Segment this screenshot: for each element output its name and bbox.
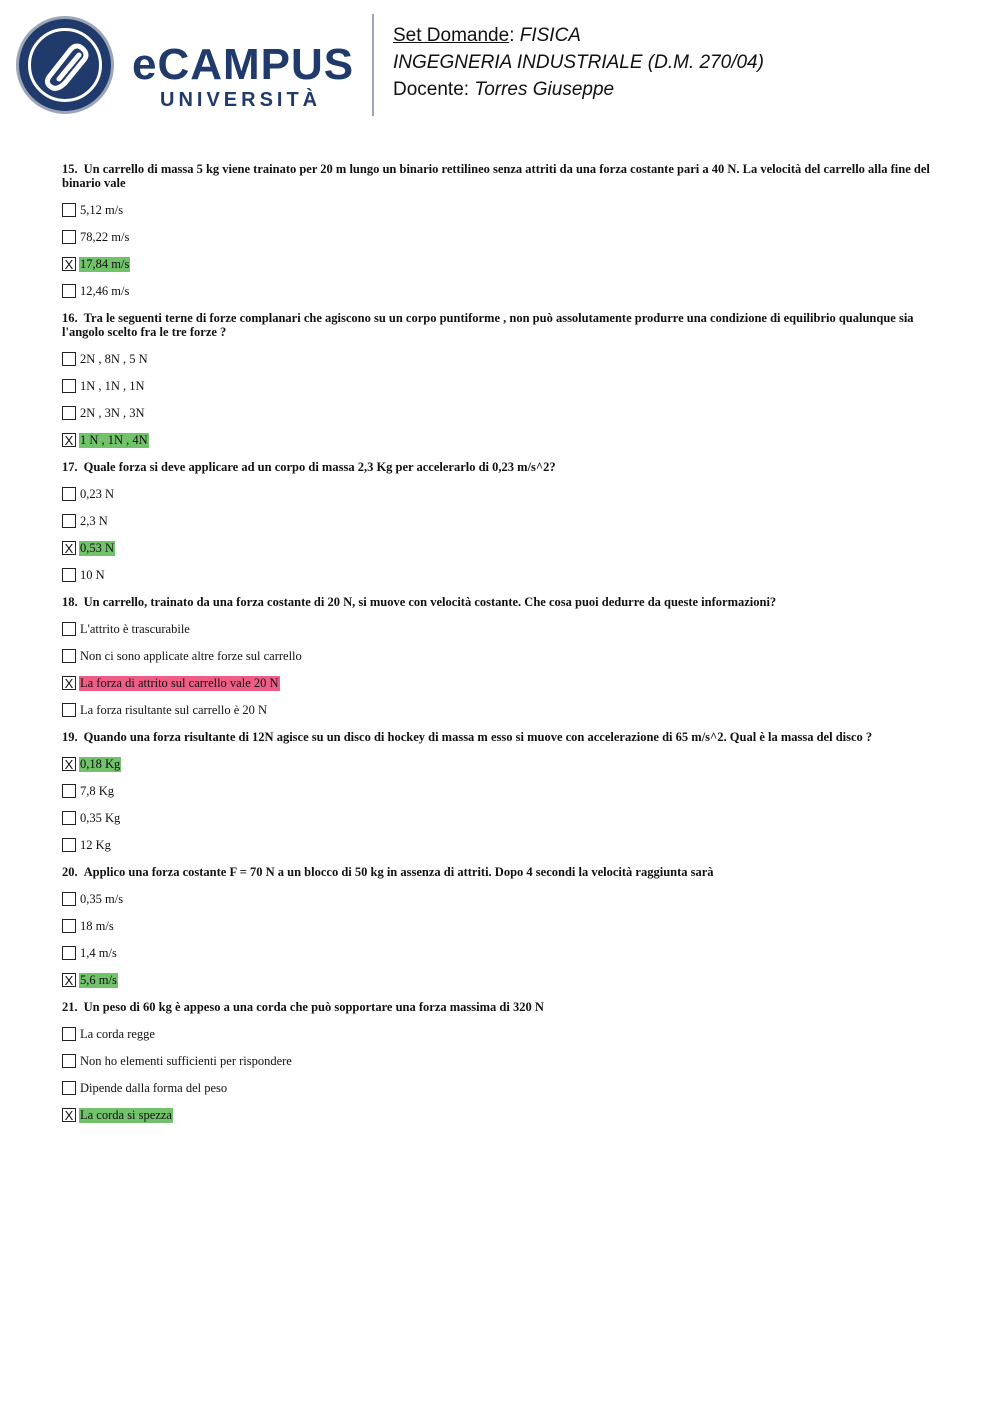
option-label: 18 m/s: [80, 918, 114, 933]
answer-option[interactable]: [62, 432, 932, 448]
question-body: Applico una forza costante F = 70 N a un blocco di 50 kg in assenza di attriti. Dopo 4 secondi la velocità raggiunta sarà: [83, 865, 714, 879]
answer-option[interactable]: [62, 283, 932, 299]
checkbox[interactable]: [62, 784, 76, 798]
option-label: 1N , 1N , 1N: [80, 378, 145, 393]
checkbox[interactable]: [62, 892, 76, 906]
answer-option[interactable]: [62, 810, 932, 826]
checkbox[interactable]: [62, 1081, 76, 1095]
option-label: 12 Kg: [80, 837, 111, 852]
checkbox[interactable]: [62, 203, 76, 217]
question-text: [62, 311, 932, 339]
header-info: [393, 22, 764, 103]
ecampus-logo-icon: [16, 16, 114, 114]
answer-option[interactable]: [62, 1080, 932, 1096]
answer-option[interactable]: [62, 972, 932, 988]
question-text: [62, 730, 932, 744]
answer-option[interactable]: [62, 351, 932, 367]
question-text: [62, 865, 932, 879]
answer-option[interactable]: [62, 540, 932, 556]
answer-option[interactable]: [62, 1026, 932, 1042]
question-text: [62, 162, 932, 190]
question-number: 19.: [62, 730, 78, 744]
option-label: 5,12 m/s: [80, 202, 124, 217]
question-number: 20.: [62, 865, 78, 879]
question-block: [62, 162, 932, 299]
answer-option[interactable]: [62, 567, 932, 583]
checkbox[interactable]: X: [62, 757, 76, 771]
question-text: [62, 1000, 932, 1014]
option-label: 1,4 m/s: [80, 945, 117, 960]
option-label: Dipende dalla forma del peso: [80, 1080, 228, 1095]
logo-subtitle: UNIVERSITÀ: [160, 89, 322, 111]
option-label: 0,35 Kg: [80, 810, 121, 825]
checkbox[interactable]: [62, 379, 76, 393]
option-label: La forza risultante sul carrello è 20 N: [80, 702, 268, 717]
question-text: [62, 595, 932, 609]
logo-wordmark: eCAMPUS: [132, 40, 355, 89]
header-divider: [372, 14, 374, 116]
course-line: [393, 49, 764, 76]
checkbox[interactable]: [62, 1027, 76, 1041]
answer-option[interactable]: [62, 648, 932, 664]
answer-option[interactable]: [62, 405, 932, 421]
answer-option[interactable]: [62, 202, 932, 218]
question-body: Quale forza si deve applicare ad un corpo di massa 2,3 Kg per accelerarlo di 0,23 m/s^2?: [83, 460, 556, 474]
answer-option[interactable]: [62, 837, 932, 853]
teacher-line: [393, 76, 764, 103]
course: INGEGNERIA INDUSTRIALE (D.M. 270/04): [393, 52, 764, 73]
answer-option[interactable]: [62, 756, 932, 772]
question-body: Tra le seguenti terne di forze complanari che agiscono su un corpo puntiforme , non può assolutamente produrre una condizione di equilibrio qualunque sia l'angolo scelto fra le tre forze ?: [62, 311, 914, 339]
option-label: 2N , 3N , 3N: [80, 405, 145, 420]
option-label: 1 N , 1N , 4N: [80, 432, 148, 447]
question-text: [62, 460, 932, 474]
question-block: [62, 1000, 932, 1123]
teacher-label: Docente:: [393, 79, 475, 100]
option-label: Non ci sono applicate altre forze sul carrello: [80, 648, 302, 663]
answer-option[interactable]: [62, 378, 932, 394]
question-list: [62, 162, 932, 1135]
checkbox[interactable]: [62, 919, 76, 933]
checkbox[interactable]: X: [62, 257, 76, 271]
page-header: [0, 0, 1000, 130]
answer-option[interactable]: [62, 702, 932, 718]
checkbox[interactable]: [62, 838, 76, 852]
option-label: La corda regge: [80, 1026, 155, 1041]
checkbox[interactable]: [62, 1054, 76, 1068]
option-label: La forza di attrito sul carrello vale 20 N: [80, 675, 279, 690]
question-block: [62, 460, 932, 583]
option-label: 2N , 8N , 5 N: [80, 351, 148, 366]
option-label: 0,35 m/s: [80, 891, 124, 906]
option-label: 78,22 m/s: [80, 229, 130, 244]
set-label: Set Domande: [393, 25, 510, 46]
checkbox[interactable]: X: [62, 541, 76, 555]
option-label: La corda si spezza: [80, 1107, 172, 1122]
question-number: 21.: [62, 1000, 78, 1014]
checkbox[interactable]: [62, 230, 76, 244]
teacher-name: Torres Giuseppe: [474, 79, 615, 100]
option-label: 0,23 N: [80, 486, 115, 501]
option-label: 2,3 N: [80, 513, 108, 528]
question-block: [62, 865, 932, 988]
answer-option[interactable]: [62, 621, 932, 637]
checkbox[interactable]: [62, 514, 76, 528]
question-block: [62, 730, 932, 853]
checkbox[interactable]: [62, 284, 76, 298]
question-number: 17.: [62, 460, 78, 474]
checkbox[interactable]: [62, 352, 76, 366]
answer-option[interactable]: [62, 486, 932, 502]
option-label: 17,84 m/s: [80, 256, 130, 271]
subject: FISICA: [519, 25, 581, 46]
question-body: Quando una forza risultante di 12N agisce su un disco di hockey di massa m esso si muove con accelerazione di 65 m/s^2. Qual è la massa del disco ?: [83, 730, 873, 744]
checkbox[interactable]: X: [62, 973, 76, 987]
option-label: 7,8 Kg: [80, 783, 115, 798]
answer-option[interactable]: [62, 675, 932, 691]
question-block: [62, 595, 932, 718]
option-label: 5,6 m/s: [80, 972, 117, 987]
question-body: Un carrello di massa 5 kg viene trainato per 20 m lungo un binario rettilineo senza attriti da una forza costante pari a 40 N. La velocità del carrello alla fine del binario vale: [62, 162, 930, 190]
option-label: 10 N: [80, 567, 105, 582]
question-body: Un peso di 60 kg è appeso a una corda che può sopportare una forza massima di 320 N: [83, 1000, 544, 1014]
set-separator: :: [509, 25, 520, 46]
checkbox[interactable]: [62, 946, 76, 960]
option-label: Non ho elementi sufficienti per rispondere: [80, 1053, 292, 1068]
checkbox[interactable]: [62, 568, 76, 582]
option-label: 0,18 Kg: [80, 756, 121, 771]
answer-option[interactable]: [62, 891, 932, 907]
question-number: 18.: [62, 595, 78, 609]
checkbox[interactable]: X: [62, 676, 76, 690]
checkbox[interactable]: [62, 811, 76, 825]
question-body: Un carrello, trainato da una forza costante di 20 N, si muove con velocità costante. Che cosa puoi dedurre da queste informazioni?: [83, 595, 777, 609]
checkbox[interactable]: [62, 622, 76, 636]
checkbox[interactable]: [62, 406, 76, 420]
option-label: L'attrito è trascurabile: [80, 621, 190, 636]
answer-option[interactable]: [62, 1053, 932, 1069]
option-label: 12,46 m/s: [80, 283, 130, 298]
checkbox[interactable]: X: [62, 433, 76, 447]
checkbox[interactable]: [62, 487, 76, 501]
option-label: 0,53 N: [80, 540, 115, 555]
set-line: [393, 22, 764, 49]
checkbox[interactable]: [62, 703, 76, 717]
question-block: [62, 311, 932, 448]
answer-option[interactable]: [62, 783, 932, 799]
question-number: 16.: [62, 311, 78, 325]
checkbox[interactable]: [62, 649, 76, 663]
answer-option[interactable]: [62, 513, 932, 529]
answer-option[interactable]: [62, 256, 932, 272]
checkbox[interactable]: X: [62, 1108, 76, 1122]
answer-option[interactable]: [62, 1107, 932, 1123]
answer-option[interactable]: [62, 229, 932, 245]
question-number: 15.: [62, 162, 78, 176]
answer-option[interactable]: [62, 945, 932, 961]
answer-option[interactable]: [62, 918, 932, 934]
